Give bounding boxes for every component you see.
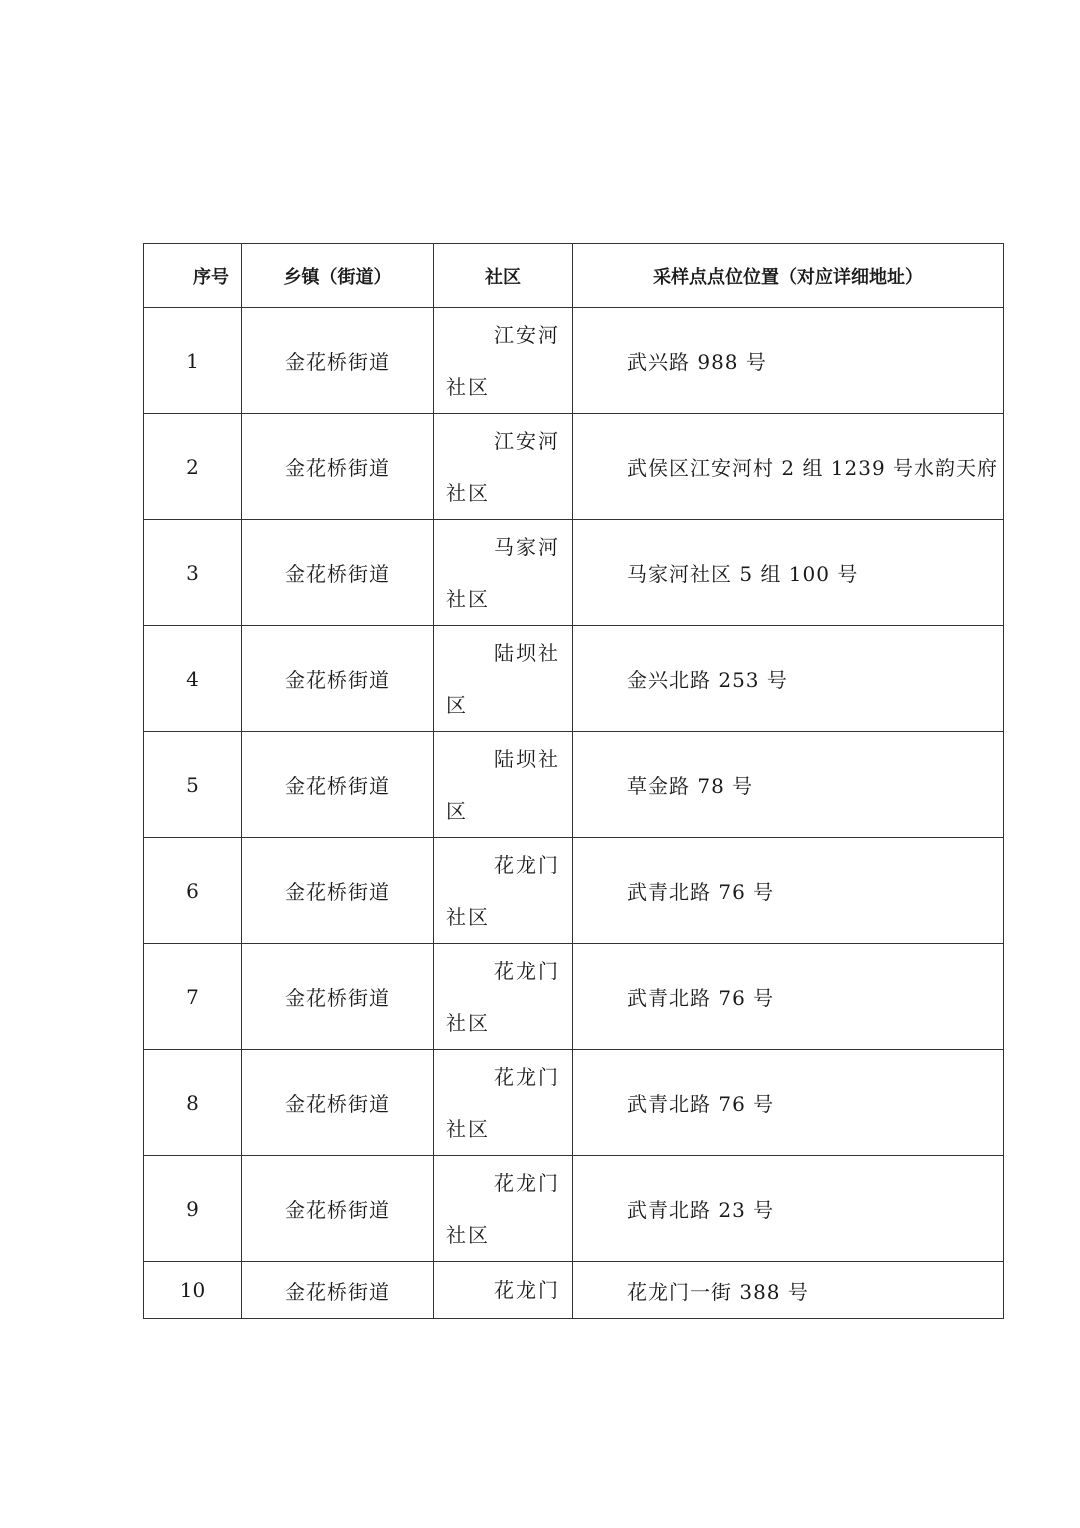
cell-seq: 1 [144,308,242,414]
header-town: 乡镇（街道） [242,244,434,308]
community-line-1: 江安河 [494,428,560,453]
community-line-1: 江安河 [494,322,560,347]
table-row [144,838,1004,944]
community-line-2: 社区 [446,1222,490,1247]
cell-community [434,944,573,1050]
cell-seq: 7 [144,944,242,1050]
table-row [144,520,1004,626]
cell-town: 金花桥街道 [242,1050,434,1156]
cell-seq: 6 [144,838,242,944]
cell-seq: 8 [144,1050,242,1156]
table-row [144,732,1004,838]
community-line-1: 马家河 [494,534,560,559]
table-row [144,414,1004,520]
cell-address: 武青北路 76 号 [573,1050,1004,1156]
cell-community [434,626,573,732]
cell-address: 花龙门一街 388 号 [573,1262,1004,1319]
cell-seq: 3 [144,520,242,626]
cell-community [434,308,573,414]
table-row [144,1156,1004,1262]
cell-seq: 2 [144,414,242,520]
cell-town: 金花桥街道 [242,520,434,626]
cell-seq: 5 [144,732,242,838]
table-row [144,1050,1004,1156]
header-community: 社区 [434,244,573,308]
cell-address: 武兴路 988 号 [573,308,1004,414]
cell-town: 金花桥街道 [242,1156,434,1262]
community-line-2: 社区 [446,904,490,929]
cell-address: 草金路 78 号 [573,732,1004,838]
cell-community [434,1050,573,1156]
community-line-1: 花龙门 [494,1170,560,1195]
cell-address: 武侯区江安河村 2 组 1239 号水韵天府 [573,414,1004,520]
cell-community [434,520,573,626]
community-line-2: 社区 [446,480,490,505]
table-row [144,626,1004,732]
cell-community [434,414,573,520]
community-line-1: 陆坝社 [494,640,560,665]
community-line-2: 社区 [446,1116,490,1141]
community-line-1: 花龙门 [494,1278,560,1302]
community-line-2: 社区 [446,586,490,611]
cell-community [434,1262,573,1319]
cell-town: 金花桥街道 [242,308,434,414]
community-line-1: 陆坝社 [494,746,560,771]
community-line-2: 区 [446,798,468,823]
sampling-sites-table [143,243,1004,1319]
cell-address: 马家河社区 5 组 100 号 [573,520,1004,626]
cell-community [434,1156,573,1262]
cell-address: 金兴北路 253 号 [573,626,1004,732]
community-line-2: 区 [446,692,468,717]
cell-seq: 10 [144,1262,242,1319]
cell-town: 金花桥街道 [242,944,434,1050]
community-line-2: 社区 [446,1010,490,1035]
header-seq: 序号 [144,244,242,308]
cell-community [434,732,573,838]
table-row [144,308,1004,414]
cell-seq: 9 [144,1156,242,1262]
cell-community [434,838,573,944]
cell-town: 金花桥街道 [242,626,434,732]
community-line-1: 花龙门 [494,1064,560,1089]
cell-address: 武青北路 23 号 [573,1156,1004,1262]
cell-town: 金花桥街道 [242,1262,434,1319]
cell-town: 金花桥街道 [242,732,434,838]
table-row [144,1262,1004,1319]
table-row [144,944,1004,1050]
cell-address: 武青北路 76 号 [573,838,1004,944]
cell-town: 金花桥街道 [242,838,434,944]
table-header-row [144,244,1004,308]
cell-town: 金花桥街道 [242,414,434,520]
header-address: 采样点点位位置（对应详细地址） [573,244,1004,308]
community-line-1: 花龙门 [494,852,560,877]
community-line-2: 社区 [446,374,490,399]
cell-seq: 4 [144,626,242,732]
community-line-1: 花龙门 [494,958,560,983]
cell-address: 武青北路 76 号 [573,944,1004,1050]
